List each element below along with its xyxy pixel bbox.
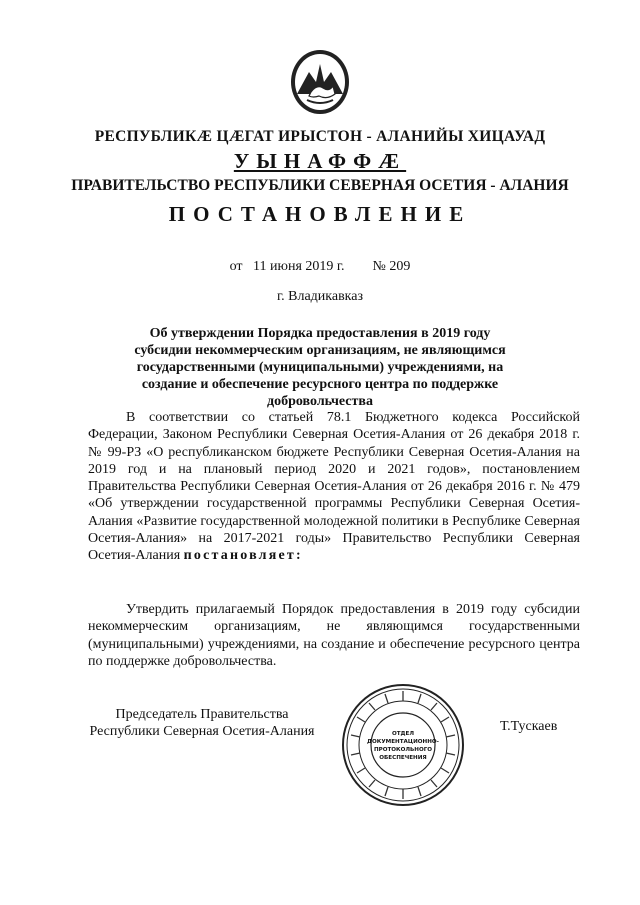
document-date: 11 июня 2019 г. bbox=[253, 259, 345, 274]
document-subject: Об утверждении Порядка предоставления в 2019 году субсидии некоммерческим организациям, не являющимся государственными (муниципальными) учреждениями, на создание и обеспечение ресурсного центра по поддержке добровольчества bbox=[134, 326, 506, 409]
document-number: № 209 bbox=[372, 259, 411, 274]
document-city: г. Владикавказ bbox=[276, 289, 364, 304]
stamp-line-2: ДОКУМЕНТАЦИОННО- bbox=[367, 739, 439, 745]
date-prefix: от bbox=[229, 259, 243, 274]
date-number-line bbox=[0, 259, 640, 275]
decree-word: постановляет: bbox=[183, 548, 303, 564]
coat-of-arms-emblem bbox=[289, 48, 351, 116]
document-type-ossetian bbox=[0, 149, 640, 174]
preamble-paragraph bbox=[88, 409, 580, 565]
preamble-text: В соответствии со статьей 78.1 Бюджетного кодекса Российской Федерации, Законом Республики Северная Осетия-Алания от 26 декабря 2018 г. № 99-РЗ «О республиканском бюджете Республики Северная Осетия-Алания на 2019 год и на плановый период 2020 и 2021 годов», постановлением Правительства Республики Северная Осетия-Алания от 26 декабря 2016 г. № 479 «Об утверждении государственной программы Республики Северная Осетия-Алания «Развитие государственной молодежной политики в Республике Северная Осетия-Алания» на 2017-2021 годы» Правительство Республики Северная Осетия-Алания bbox=[88, 410, 580, 564]
signatory-name: Т.Тускаев bbox=[500, 719, 558, 734]
official-seal-stamp bbox=[341, 683, 465, 807]
document-type-ossetian-text: УЫНАФФӔ bbox=[233, 149, 407, 173]
signatory-position-line2: Республики Северная Осетия-Алания bbox=[89, 724, 315, 739]
stamp-line-4: ОБЕСПЕЧЕНИЯ bbox=[379, 755, 427, 761]
signatory-position-line1: Председатель Правительства bbox=[115, 707, 289, 722]
stamp-line-3: ПРОТОКОЛЬНОГО bbox=[373, 747, 433, 753]
government-title-russian: ПРАВИТЕЛЬСТВО РЕСПУБЛИКИ СЕВЕРНАЯ ОСЕТИЯ - АЛАНИЯ bbox=[71, 177, 569, 194]
document-type-russian: ПОСТАНОВЛЕНИЕ bbox=[168, 202, 472, 226]
stamp-line-1: ОТДЕЛ bbox=[391, 731, 415, 737]
signatory-position bbox=[80, 706, 324, 740]
government-title-ossetian: РЕСПУБЛИКӔ ЦӔГАТ ИРЫСТОН - АЛАНИЙЫ ХИЦАУАД bbox=[94, 128, 546, 145]
operative-paragraph: Утвердить прилагаемый Порядок предоставления в 2019 году субсидии некоммерческим организациям, не являющимся государственными (муниципальными) учреждениями, на создание и обеспечение ресурсного центра по поддержке добровольчества. bbox=[88, 602, 580, 669]
